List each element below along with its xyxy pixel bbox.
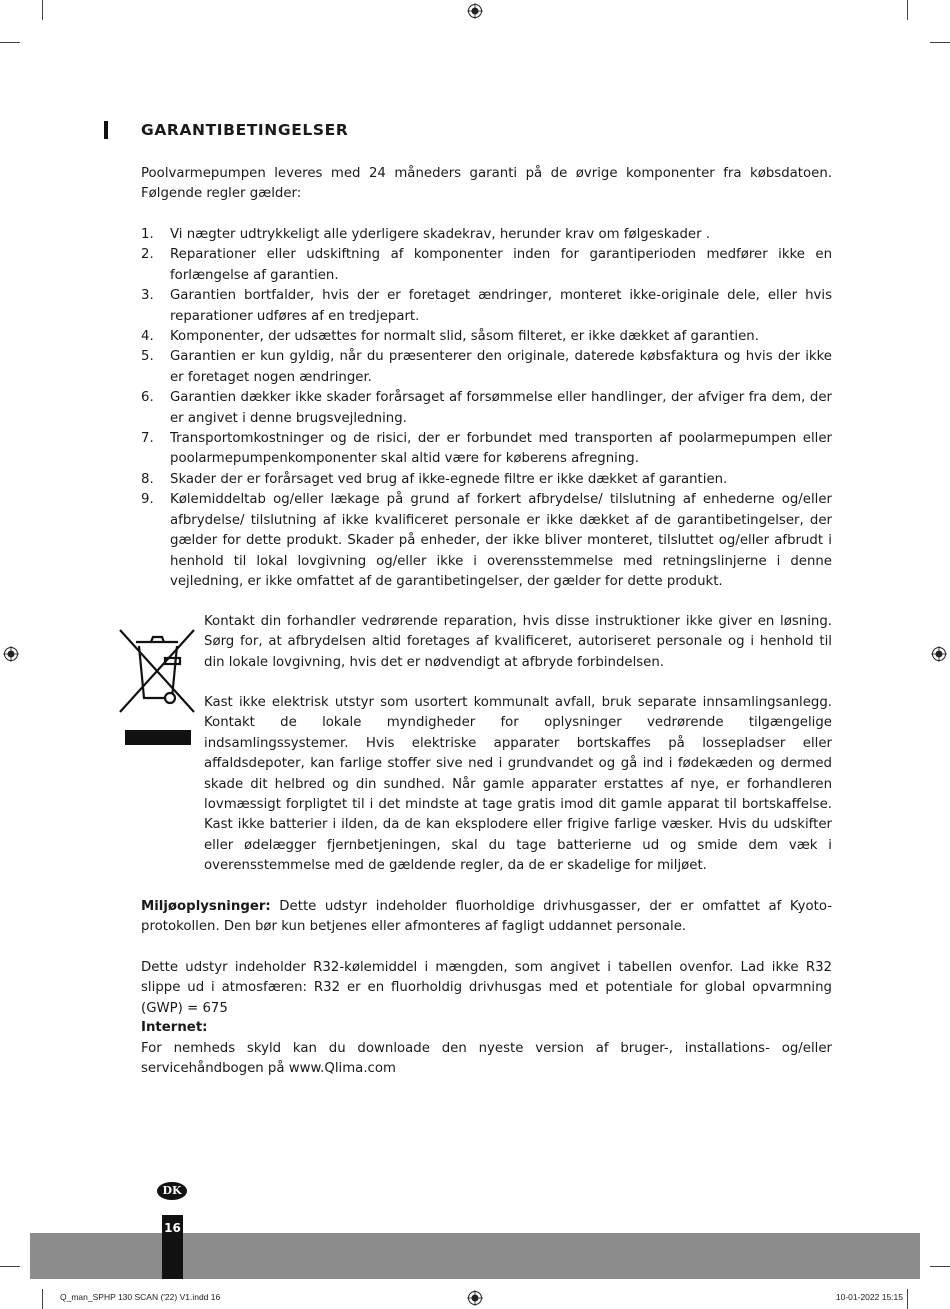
list-item-number: 5. — [141, 349, 154, 365]
list-item — [141, 245, 832, 286]
list-item-text: Garantien dækker ikke skader forårsaget af forsømmelse eller handlinger, der afviger fra dem, der er angivet i denne brugsvejledning. — [170, 390, 832, 426]
list-item — [141, 429, 832, 470]
list-item — [141, 388, 832, 429]
list-item — [141, 490, 832, 592]
crop-mark — [907, 1289, 908, 1309]
section-heading: GARANTIBETINGELSER — [141, 121, 349, 139]
list-item — [141, 347, 832, 388]
list-item-number: 3. — [141, 288, 154, 304]
list-item-text: Transportomkostninger og de risici, der er forbundet med transporten af poolarmepumpen eller poolarmepumpenkomponenter skal altid være for køberens afregning. — [170, 431, 832, 467]
repair-contact-paragraph: Kontakt din forhandler vedrørende reparation, hvis disse instruktioner ikke giver en løsning. Sørg for, at afbrydelsen altid foretages af kvalificeret, autoriseret personale og i henhold til din lokale lovgivning, hvis det er nødvendigt at afbryde forbindelsen. — [204, 614, 832, 670]
list-item-number: 8. — [141, 471, 154, 487]
list-item-text: Garantien bortfalder, hvis der er foretaget ændringer, monteret ikke-originale dele, eller hvis reparationer udføres af en tredjepart. — [170, 288, 832, 324]
registration-mark-icon — [467, 1290, 483, 1306]
list-item — [141, 286, 832, 327]
crop-mark — [930, 42, 950, 43]
crossed-out-wheelie-bin-icon — [118, 628, 196, 746]
list-item-text: Reparationer eller udskiftning af komponenter inden for garantiperioden medfører ikke en forlængelse af garantien. — [170, 247, 832, 283]
language-badge: DK — [157, 1182, 187, 1200]
internet-label: Internet: — [141, 1020, 208, 1035]
crop-mark — [907, 0, 908, 20]
intro-paragraph: Poolvarmepumpen leveres med 24 måneders garanti på de øvrige komponenter fra købsdatoen. Følgende regler gælder: — [141, 166, 832, 202]
page-number: 16 — [164, 1221, 181, 1235]
list-item-number: 4. — [141, 329, 154, 345]
list-item-number: 1. — [141, 227, 154, 242]
registration-mark-icon — [3, 646, 19, 662]
environment-paragraph — [141, 897, 832, 938]
list-item-text: Kølemiddeltab og/eller lækage på grund af forkert afbrydelse/ tilslutning af enhederne og/eller afbrydelse/ tilslutning af ikke kvalificeret personale er ikke dækket af de garantibetingelser, der gælder for dette produkt. Skader på enheder, der ikke bliver monteret, tilsluttet og/eller afbrudt i henhold til lokal lovgivning og/eller ikke i overensstemmelse med retningslinjerne i denne vejledning, er ikke omfattet af de garantibetingelser, der gælder for dette produkt. — [170, 492, 832, 589]
list-item-number: 7. — [141, 431, 154, 447]
list-item-text: Garantien er kun gyldig, når du præsenterer den originale, daterede købsfaktura og hvis der ikke er foretaget nogen ændringer. — [170, 349, 832, 385]
crop-mark — [0, 1266, 20, 1267]
list-item — [141, 470, 832, 490]
crop-mark — [0, 42, 20, 43]
list-item-text: Komponenter, der udsættes for normalt slid, såsom filteret, er ikke dækket af garantien. — [170, 329, 759, 345]
r32-paragraph: Dette udstyr indeholder R32-kølemiddel i mængden, som angivet i tabellen ovenfor. Lad ikke R32 slippe ud i atmosfæren: R32 er en fluorholdig drivhusgas med et potentiale for global opvarmning (GWP) = 675 — [141, 960, 832, 1016]
list-item — [141, 327, 832, 347]
list-item — [141, 225, 832, 245]
heading-marker — [104, 121, 108, 139]
internet-paragraph: For nemheds skyld kan du downloade den nyeste version af bruger-, installations- og/eller servicehåndbogen på www.Qlima.com — [141, 1041, 832, 1077]
environment-text: Dette udstyr indeholder fluorholdige drivhusgasser, der er omfattet af Kyoto-protokollen. Den bør kun betjenes eller afmonteres af fagligt uddannet personale. — [141, 899, 832, 935]
disposal-paragraph: Kast ikke elektrisk utstyr som usortert kommunalt avfall, bruk separate innsamlingsanlegg. Kontakt de lokale myndigheder for oplysninger vedrørende tilgængelige indsamlingssystemer. Hvis elektriske apparater bortskaffes på lossepladser eller affaldsdepoter, kan farlige stoffer sive ned i grundvandet og gå ind i fødekæden og dermed skade dit helbred og din sundhed. Når gamle apparater erstattes af nye, er forhandleren lovmæssigt forpligtet til i det mindste at tage gratis imod dit gamle apparat til bortskaffelse. Kast ikke batterier i ilden, da de kan eksplodere eller frigive farlige væsker. Hvis du udskifter eller ødelægger fjernbetjeningen, skal du tage batterierne ud og smide dem væk i overensstemmelse med de gældende regler, da de er skadelige for miljøet. — [204, 695, 832, 874]
crop-mark — [930, 1266, 950, 1267]
crop-mark — [42, 1289, 43, 1309]
slug-date: 10-01-2022 15:15 — [835, 1292, 903, 1302]
list-item-number: 6. — [141, 390, 154, 406]
list-item-text: Skader der er forårsaget ved brug af ikke-egnede filtre er ikke dækket af garantien. — [170, 471, 728, 487]
slug-file-name: Q_man_SPHP 130 SCAN ('22) V1.indd 16 — [60, 1292, 221, 1302]
warranty-conditions-list — [141, 225, 832, 592]
registration-mark-icon — [467, 3, 483, 19]
environment-label: Miljøoplysninger: — [141, 899, 271, 914]
list-item-text: Vi nægter udtrykkeligt alle yderligere skadekrav, herunder krav om følgeskader . — [170, 227, 711, 242]
list-item-number: 9. — [141, 492, 154, 508]
registration-mark-icon — [931, 646, 947, 662]
crop-mark — [42, 0, 43, 20]
list-item-number: 2. — [141, 247, 154, 263]
